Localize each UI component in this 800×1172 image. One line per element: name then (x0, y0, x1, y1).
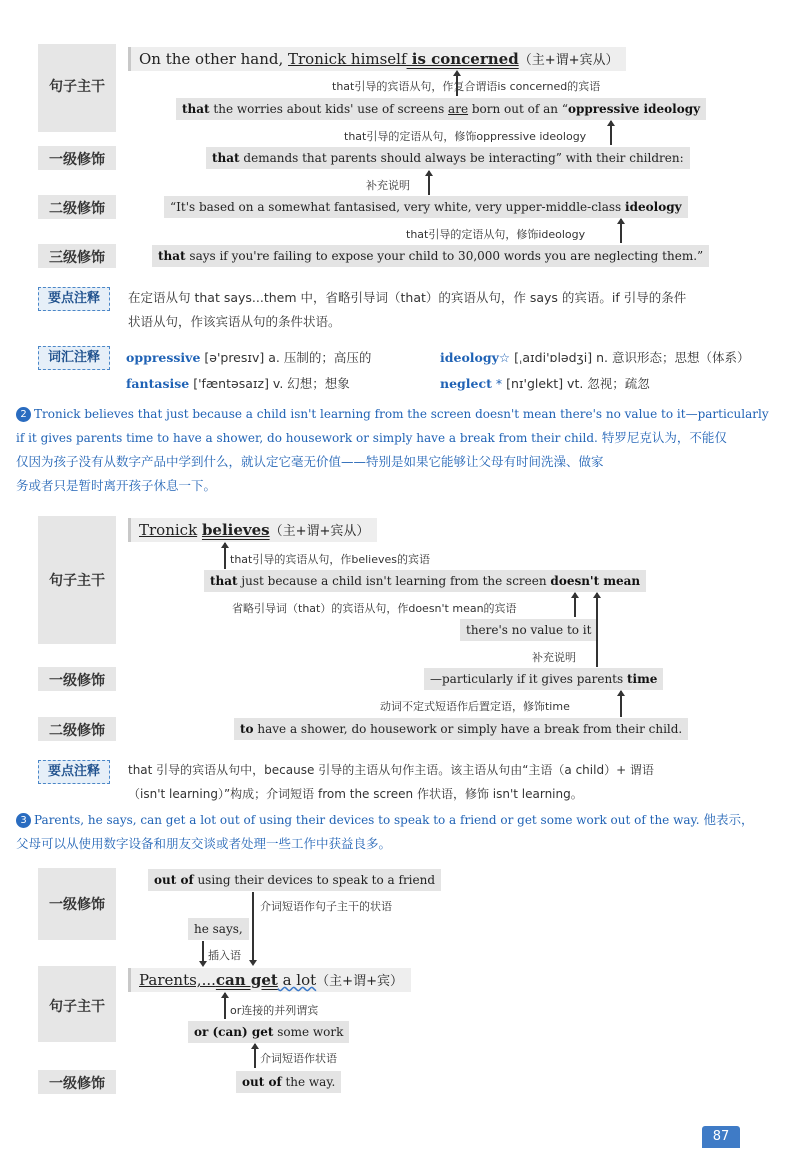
s1-note-3: 补充说明 (366, 179, 410, 192)
s2-key-note: that 引导的宾语从句中，because 引导的主语从句作主语。该主语从句由“主语（a child）+ 谓语 （isn't learning）”构成；介词短语 from the screen 作状语，修饰 isn't learning。 (128, 763, 654, 801)
s2-note-4: 动词不定式短语作后置定语，修饰time (380, 700, 570, 713)
s2-note-3: 补充说明 (532, 651, 576, 664)
s2-seg-3: —particularly if it gives parents time (424, 668, 663, 690)
s3-note-2: 插入语 (208, 949, 241, 962)
label-main-2: 句子主干 (38, 516, 116, 644)
s1-key-note: 在定语从句 that says...them 中，省略引导词（that）的宾语从句，作 says 的宾语。if 引导的条件 状语从句，作该宾语从句的条件状语。 (128, 290, 687, 329)
paragraph-3: 3 Parents, he says, can get a lot out of using their devices to speak to a friend or get some work out of the way. 他表示， 父母可以从使用数字设备和朋友交谈或者处理一些工作中获益良多。 (16, 812, 754, 851)
s1-note-2: that引导的定语从句，修饰oppressive ideology (344, 130, 587, 143)
label-l1-2: 一级修饰 (38, 667, 116, 691)
vocab-oppressive: oppressive [ə'presɪv] a. 压制的；高压的 (126, 350, 372, 365)
label-l1-4: 一级修饰 (38, 1070, 116, 1094)
s2-seg-2: there's no value to it (460, 619, 597, 641)
label-l2-1: 二级修饰 (38, 195, 116, 219)
s3-note-4: 介词短语作状语 (260, 1052, 337, 1065)
vocab-ideology: ideology☆ [ˌaɪdi'ɒlədʒi] n. 意识形态；思想（体系） (440, 350, 750, 365)
s2-seg-4: to have a shower, do housework or simply have a break from their child. (234, 718, 688, 740)
label-l2-2: 二级修饰 (38, 717, 116, 741)
key-note-tag-2: 要点注释 (38, 760, 110, 784)
key-note-tag-1: 要点注释 (38, 287, 110, 311)
vocab-neglect: neglect * [nɪ'glekt] vt. 忽视；疏忽 (440, 376, 650, 391)
s1-seg-2: that demands that parents should always be interacting” with their children: (206, 147, 690, 169)
s1-seg-4: that says if you're failing to expose your child to 30,000 words you are neglecting them.” (152, 245, 709, 267)
label-main-1: 句子主干 (38, 44, 116, 132)
vocab-fantasise: fantasise ['fæntəsaɪz] v. 幻想；想象 (126, 376, 350, 391)
s1-seg-3: “It's based on a somewhat fantasised, very white, very upper-middle-class ideology (164, 196, 688, 218)
s1-note-4: that引导的定语从句，修饰ideology (406, 228, 586, 241)
vocab-tag-1: 词汇注释 (38, 346, 110, 370)
s3-seg-2: he says, (188, 918, 249, 940)
s2-note-2: 省略引导词（that）的宾语从句，作doesn't mean的宾语 (232, 602, 517, 615)
s2-seg-1: that just because a child isn't learning from the screen doesn't mean (204, 570, 646, 592)
label-main-3: 句子主干 (38, 966, 116, 1042)
s1-note-1: that引导的宾语从句，作复合谓语is concerned的宾语 (332, 80, 601, 93)
s3-note-3: or连接的并列谓宾 (230, 1004, 319, 1017)
s1-seg-1: that the worries about kids' use of screens are born out of an “oppressive ideology (176, 98, 706, 120)
s3-note-1: 介词短语作句子主干的状语 (260, 900, 392, 913)
label-l1-1: 一级修饰 (38, 146, 116, 170)
s1-main-clause: On the other hand, Tronick himself is concerned（主+谓+宾从） (128, 47, 626, 71)
s3-main-clause: Parents,...can get a lot（主+谓+宾） (128, 968, 411, 992)
label-l1-3: 一级修饰 (38, 868, 116, 940)
page-number: 87 (702, 1126, 740, 1148)
s3-seg-4: out of the way. (236, 1071, 341, 1093)
s2-main-clause: Tronick believes（主+谓+宾从） (128, 518, 377, 542)
s2-note-1: that引导的宾语从句，作believes的宾语 (230, 553, 430, 566)
paragraph-2: 2 Tronick believes that just because a child isn't learning from the screen doesn't mean there's no value to it—particularly if it gives parents time to have a shower, do housework or simply have a break from their child. 特罗尼克认为，不能仅 仅因为孩子没有从数字产品中学到什么，就认定它毫无价值——特别是如果它能够让父母有时间洗澡、做家 务或者只是暂时离开孩子休息一下。 (16, 407, 769, 493)
s3-seg-1: out of using their devices to speak to a friend (148, 869, 441, 891)
label-l3-1: 三级修饰 (38, 244, 116, 268)
s3-seg-3: or (can) get some work (188, 1021, 349, 1043)
